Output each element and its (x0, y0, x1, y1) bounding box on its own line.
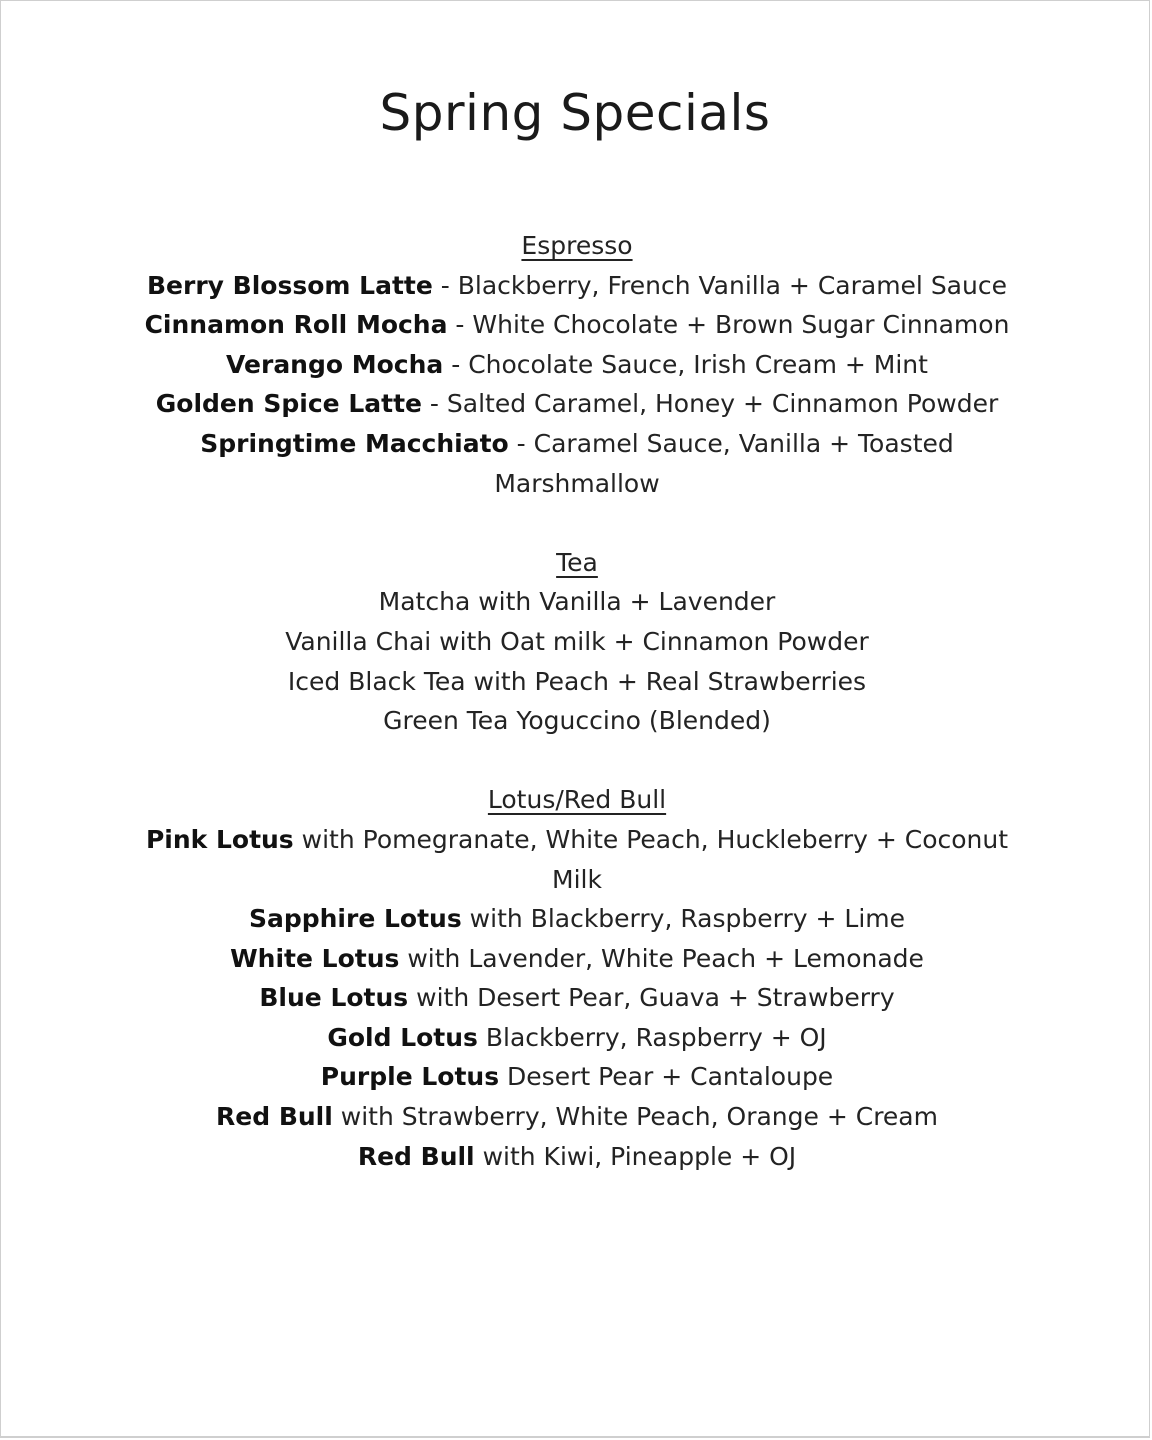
item-description: Desert Pear + Cantaloupe (499, 1062, 834, 1092)
item-description: with Desert Pear, Guava + Strawberry (408, 983, 895, 1013)
section-heading-espresso: Espresso (521, 231, 633, 260)
menu-item (141, 305, 1013, 345)
page-title: Spring Specials (379, 84, 771, 142)
menu-item (141, 345, 1013, 385)
menu-item (141, 1057, 1013, 1097)
item-description: with Blackberry, Raspberry + Lime (461, 904, 906, 934)
item-description: with Kiwi, Pineapple + OJ (474, 1141, 797, 1171)
lotus-section (141, 780, 1013, 1176)
item-description: - White Chocolate + Brown Sugar Cinnamon (447, 310, 1010, 340)
item-description: - Caramel Sauce, Vanilla + Toasted Marshmallow (494, 428, 954, 498)
item-name: Berry Blossom Latte (147, 270, 433, 300)
menu-item (141, 1137, 1013, 1177)
menu-item (141, 266, 1013, 306)
menu-item (141, 1097, 1013, 1137)
item-description: with Lavender, White Peach + Lemonade (399, 943, 924, 973)
item-name: Blue Lotus (259, 983, 409, 1013)
menu-item (141, 424, 1013, 503)
tea-section (141, 543, 1013, 741)
section-heading-lotus: Lotus/Red Bull (487, 785, 667, 815)
espresso-section (141, 226, 1013, 503)
menu-item: Iced Black Tea with Peach + Real Strawberries (287, 666, 867, 696)
item-description: - Blackberry, French Vanilla + Caramel Sauce (432, 270, 1007, 300)
item-name: Golden Spice Latte (155, 389, 422, 419)
menu-item (141, 1018, 1013, 1058)
item-name: Red Bull (357, 1141, 475, 1171)
item-name: Cinnamon Roll Mocha (144, 310, 448, 340)
item-name: Red Bull (216, 1102, 333, 1132)
item-name: Pink Lotus (145, 824, 294, 854)
menu-item: Matcha with Vanilla + Lavender (378, 587, 776, 617)
item-description: Blackberry, Raspberry + OJ (477, 1022, 827, 1052)
item-name: White Lotus (230, 943, 400, 973)
item-description: with Strawberry, White Peach, Orange + Cream (332, 1102, 938, 1132)
item-name: Sapphire Lotus (248, 904, 462, 934)
menu-item (141, 939, 1013, 979)
item-name: Verango Mocha (226, 349, 444, 379)
menu-item (141, 820, 1013, 899)
section-heading-tea: Tea (556, 547, 598, 577)
item-name: Springtime Macchiato (200, 428, 509, 458)
menu-list (141, 226, 1013, 1176)
item-description: - Salted Caramel, Honey + Cinnamon Powder (421, 389, 999, 419)
menu-item (141, 978, 1013, 1018)
item-name: Purple Lotus (320, 1062, 500, 1092)
menu-item (141, 384, 1013, 424)
menu-item: Green Tea Yoguccino (Blended) (383, 706, 771, 736)
menu-item (141, 899, 1013, 939)
menu-item: Vanilla Chai with Oat milk + Cinnamon Powder (285, 626, 869, 656)
item-description: - Chocolate Sauce, Irish Cream + Mint (443, 349, 928, 379)
item-name: Gold Lotus (327, 1022, 478, 1052)
item-description: with Pomegranate, White Peach, Huckleberry + Coconut Milk (293, 824, 1009, 894)
